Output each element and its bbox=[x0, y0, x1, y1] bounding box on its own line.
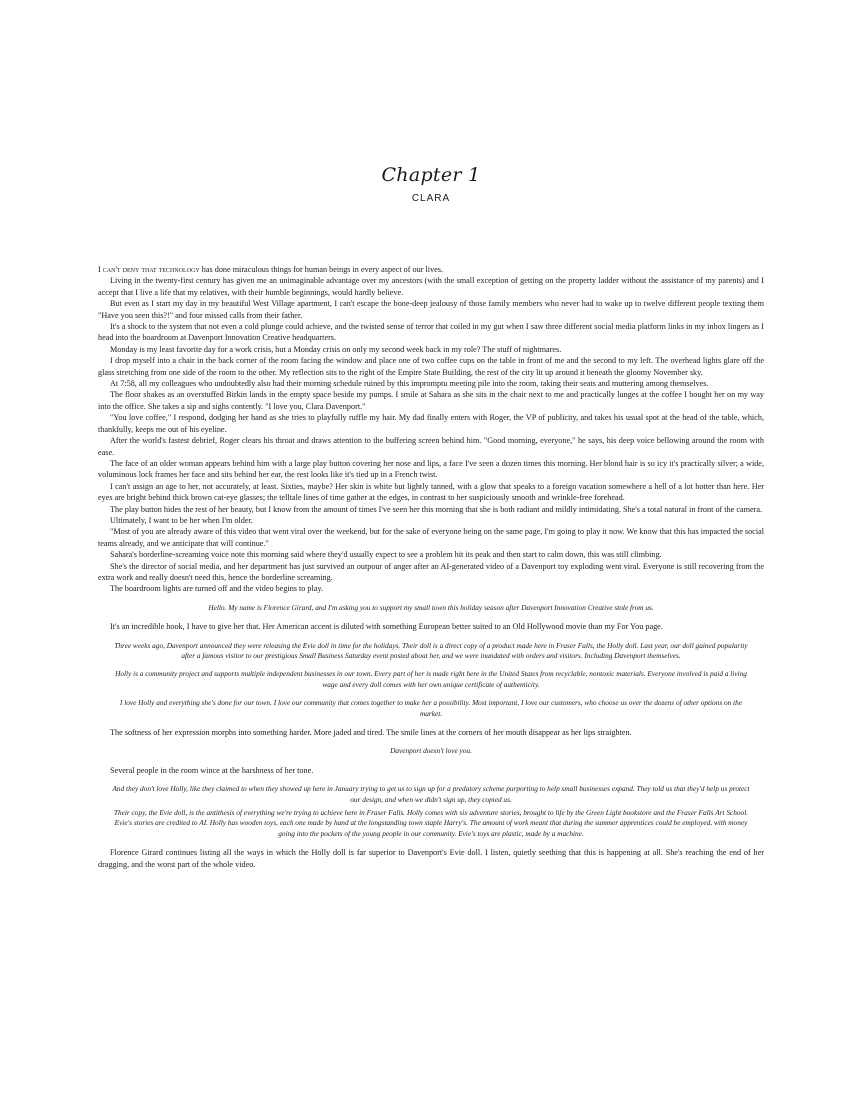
paragraph: The floor shakes as an overstuffed Birkin lands in the empty space beside my pumps. I smile at Sahara as she sits in the chair next to me and practically lunges at the coffee I bought her on my way into the office. She takes a sip and sighs contently. "I love you, Clara Davenport." bbox=[98, 390, 764, 411]
video-quote: Hello. My name is Florence Girard, and I'm asking you to support my small town this holiday season after Davenport Innovation Creative stole from us. bbox=[208, 602, 654, 612]
paragraph-text: has done miraculous things for human beings in every aspect of our lives. bbox=[199, 265, 444, 274]
paragraph: Sahara's borderline-screaming voice note this morning said where they'd usually expect to see a problem hit its peak and then start to calm down, this was still climbing. bbox=[110, 550, 662, 560]
paragraph: I drop myself into a chair in the back corner of the room facing the window and place one of two coffee cups on the table in front of me and the second to my left. The overhead lights glare off the glass stretching from one side of the room to the other. My reflection sits to the right of the Empire State Building, the rest of the city lit up around it beneath the gloomy November sky. bbox=[98, 356, 764, 377]
paragraph: Monday is my least favorite day for a work crisis, but a Monday crisis on only my second week back in my role? The stuff of nightmares. bbox=[110, 344, 562, 354]
paragraph: Ultimately, I want to be her when I'm older. bbox=[110, 515, 253, 525]
paragraph: She's the director of social media, and her department has just survived an outpour of anger after an AI-generated video of a Davenport toy exploding went viral. Everyone is still recovering from the extra work and really doesn't need this, hence the borderline screaming. bbox=[98, 561, 764, 582]
chapter-subtitle: CLARA bbox=[411, 193, 451, 204]
small-caps-lead: I can't deny that technology bbox=[98, 265, 200, 274]
chapter-body bbox=[98, 264, 764, 870]
video-quote: Davenport doesn't love you. bbox=[390, 746, 472, 756]
paragraph: "You love coffee," I respond, dodging her hand as she tries to playfully ruffle my hair. My dad finally enters with Roger, the VP of publicity, and takes his usual spot at the head of the table, which, thankfully, keeps me out of his eyeline. bbox=[98, 413, 764, 434]
paragraph: It's an incredible hook, I have to give her that. Her American accent is diluted with something European better suited to an Old Hollywood movie than my For You page. bbox=[110, 622, 663, 632]
video-quote: Holly is a community project and supports multiple independent businesses in our town. Every part of her is made right here in the United States from recyclable, nontoxic materials. Everyone involved is paid a living wage and every doll comes with her own unique certificate of authenticity. bbox=[115, 669, 747, 689]
video-quote: Three weeks ago, Davenport announced they were releasing the Evie doll in time for the holidays. Their doll is a direct copy of a product made here in Fraser Falls, the Holly doll. Last year, our doll gained popularity after a famous visitor to our prestigious Small Business Saturday event posted about her, and we were inundated with orders and visitors. Including Davenport themselves. bbox=[114, 640, 748, 660]
paragraph: The play button hides the rest of her beauty, but I know from the amount of times I've seen her this morning that she is both radiant and mildly intimidating. She's a total natural in front of the camera. bbox=[110, 504, 763, 514]
paragraph: Florence Girard continues listing all the ways in which the Holly doll is far superior to Davenport's Evie doll. I listen, quietly seething that this is happening at all. She's reaching the end of her dragging, and the worst part of the whole video. bbox=[98, 848, 764, 869]
paragraph: Living in the twenty-first century has given me an unimaginable advantage over my ancestors (with the small exception of getting on the property ladder without the assistance of my parents) and I accept that I live a life that my relatives, with their humble beginnings, would hardly believe. bbox=[98, 276, 764, 297]
paragraph: The boardroom lights are turned off and the video begins to play. bbox=[110, 584, 324, 594]
video-quote: Their copy, the Evie doll, is the antithesis of everything we're trying to achieve here in Fraser Falls. Holly comes with six adventure stories, brought to life by the Green Light bookstore and the Fraser Falls Art School. Evie's stories are credited to AI. Holly has wooden toys, each one made by hand at the longstanding town staple Harry's. The amount of work meant that during the summer apprentices could be employed, with money going into the pockets of the young people in our community. Evie's toys are plastic, made by a machine. bbox=[113, 808, 749, 838]
paragraph: But even as I start my day in my beautiful West Village apartment, I can't escape the bone-deep jealousy of those family members who never had to wake up to twelve different people texting them "Have you seen this?!" and four missed calls from their father. bbox=[98, 299, 764, 320]
paragraph bbox=[98, 264, 764, 275]
paragraph: I can't assign an age to her, not accurately, at least. Sixties, maybe? Her skin is white but lightly tanned, with a glow that speaks to a foreign vacation somewhere a hell of a lot hotter than here. Her eyes are bright behind thick brown cat-eye glasses; the telltale lines of time gather at the edges, in contrast to her suspiciously smooth and wrinkle-free forehead. bbox=[98, 481, 764, 503]
chapter-title: Chapter 1 bbox=[381, 164, 481, 186]
paragraph: It's a shock to the system that not even a cold plunge could achieve, and the twisted sense of terror that coiled in my gut when I saw three different social media platform links in my inbox lingers as I head into the boardroom at Davenport Innovation Creative headquarters. bbox=[98, 322, 764, 343]
video-quote: And they don't love Holly, like they claimed to when they showed up here in January trying to get us to sign up for a predatory scheme purporting to help small businesses expand. They told us that they'd help us protect our design, and when we didn't sign up, they copied us. bbox=[112, 784, 750, 804]
paragraph: Several people in the room wince at the harshness of her tone. bbox=[110, 765, 314, 775]
paragraph: After the world's fastest debrief, Roger clears his throat and draws attention to the buffering screen behind him. "Good morning, everyone," he says, his deep voice bellowing around the room with ease. bbox=[98, 436, 764, 457]
video-quote: I love Holly and everything she's done for our town. I love our community that comes together to make her a possibility. Most important, I love our customers, who choose us over the dozens of other options on the market. bbox=[119, 698, 743, 718]
paragraph: "Most of you are already aware of this video that went viral over the weekend, but for the sake of everyone being on the same page, I'm going to play it now. We know that this has impacted the social teams already, and we anticipate that will continue." bbox=[98, 527, 764, 548]
paragraph: At 7:58, all my colleagues who undoubtedly also had their morning schedule ruined by this impromptu meeting pile into the room, taking their seats and muttering among themselves. bbox=[110, 379, 709, 389]
paragraph: The face of an older woman appears behind him with a large play button covering her nose and lips, a face I've seen a dozen times this morning. Her blond hair is so icy it's practically silver; a wide, voluminous lock frames her face and sits behind her ear, the rest looks like it's tied up in a French twist. bbox=[98, 458, 764, 480]
paragraph: The softness of her expression morphs into something harder. More jaded and tired. The smile lines at the corners of her mouth disappear as her lips straighten. bbox=[110, 728, 632, 738]
